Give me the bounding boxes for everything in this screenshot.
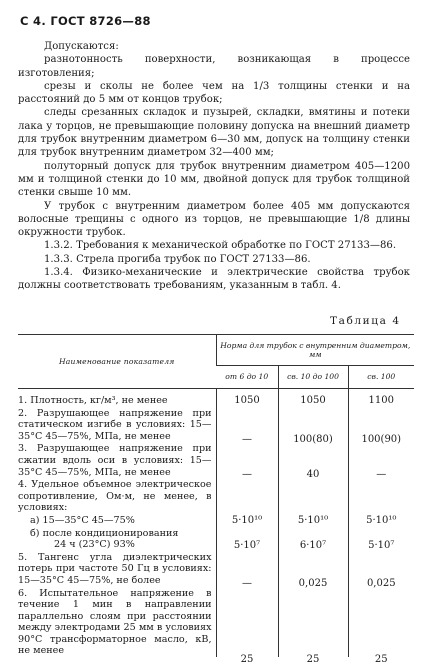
value-cell (216, 407, 278, 443)
norm-value: 1050 (279, 395, 348, 407)
paragraph: 1.3.4. Физико-механические и электрические свойства трубок должны соответствовать требованиям, указанным в табл. 4. (18, 266, 410, 293)
column-header-range-3: св. 100 (348, 366, 414, 389)
norm-value: 25 (279, 654, 348, 665)
paragraph: Допускаются: (18, 40, 410, 53)
paragraph: 1.3.2. Требования к механической обработке по ГОСТ 27133—86. (18, 239, 410, 252)
norm-value: 1050 (217, 395, 278, 407)
norm-value: 25 (217, 654, 278, 665)
column-header-group: Норма для трубок с внутренним диаметром, мм (216, 335, 414, 366)
value-cell (348, 551, 414, 587)
value-cell (348, 442, 414, 478)
table-row (18, 442, 414, 478)
value-cell (216, 551, 278, 587)
property-name-line: 2. Разрушающее напряжение при статическом изгибе в условиях: 15—35°С 45—75%, МПа, не менее (18, 408, 212, 443)
value-cell (278, 478, 348, 514)
column-header-range-2: св. 10 до 100 (278, 366, 348, 389)
property-name-line: 5. Тангенс угла диэлектрических потерь при частоте 50 Гц в условиях: 15—35°С 45—75%, не более (18, 552, 212, 587)
norm-value: 5·10⁷ (217, 540, 278, 552)
value-cell (216, 442, 278, 478)
value-cell (278, 587, 348, 658)
paragraph: У трубок с внутренним диаметром более 405 мм допускаются волосные трещины с одного из торцов, не превышающие 1/8 длины окружности трубок. (18, 200, 410, 240)
property-name-line: 4. Удельное объемное электрическое сопротивление, Ом·м, не менее, в условиях: (18, 479, 212, 514)
norm-value: 25 (349, 654, 415, 665)
value-cell (348, 389, 414, 407)
norm-value: — (217, 434, 278, 446)
column-header-range-1: от 6 до 10 (216, 366, 278, 389)
value-cell (278, 407, 348, 443)
norm-value: 1100 (349, 395, 415, 407)
value-cell (348, 407, 414, 443)
norm-value: 5·10¹⁰ (217, 515, 278, 527)
norm-value: 5·10⁷ (349, 540, 415, 552)
norm-value: 0,025 (279, 578, 348, 590)
norm-value: 5·10¹⁰ (279, 515, 348, 527)
norm-value: — (217, 578, 278, 590)
value-cell (216, 514, 278, 527)
property-name (18, 551, 216, 587)
value-cell (348, 514, 414, 527)
paragraph: 1.3.3. Стрела прогиба трубок по ГОСТ 27133—86. (18, 253, 410, 266)
table-row (18, 389, 414, 407)
table-row (18, 587, 414, 658)
property-name (18, 587, 216, 658)
value-cell (216, 389, 278, 407)
value-cell (278, 514, 348, 527)
table-row (18, 527, 414, 551)
norm-value: 100(90) (349, 434, 415, 446)
property-name (18, 527, 216, 551)
property-name-line: 24 ч (23°С) 93% (18, 539, 212, 551)
norm-value: 100(80) (279, 434, 348, 446)
table-row (18, 407, 414, 443)
page-header: С 4. ГОСТ 8726—88 (20, 14, 151, 28)
paragraph: следы срезанных складок и пузырей, складки, вмятины и потеки лака у торцов, не превышающие половину допуска на внешний диаметр для трубок внутренним диаметром 6—30 мм, допуск на толщину стенки для трубок внутренним диаметром 32—400 мм; (18, 106, 410, 159)
value-cell (216, 478, 278, 514)
value-cell (216, 587, 278, 658)
value-cell (278, 551, 348, 587)
paragraph: полуторный допуск для трубок внутренним диаметром 405—1200 мм и толщиной стенки до 10 мм, двойной допуск для трубок толщиной стенки свыше 10 мм. (18, 160, 410, 200)
property-name-line: 6. Испытательное напряжение в течение 1 мин в направлении параллельно слоям при расстоянии между электродами 25 мм в условиях 90°С трансформаторное масло, кВ, не менее (18, 588, 212, 658)
table-caption: Таблица 4 (330, 315, 401, 327)
value-cell (278, 527, 348, 551)
norm-value: — (349, 469, 415, 481)
property-name-line: 3. Разрушающее напряжение при сжатии вдоль оси в условиях: 15—35°С 45—75%, МПа, не менее (18, 443, 212, 478)
value-cell (348, 587, 414, 658)
value-cell (348, 527, 414, 551)
property-name (18, 389, 216, 407)
norm-value: 6·10⁷ (279, 540, 348, 552)
value-cell (348, 478, 414, 514)
norm-value: 5·10¹⁰ (349, 515, 415, 527)
value-cell (278, 389, 348, 407)
property-name (18, 514, 216, 527)
property-name (18, 407, 216, 443)
paragraph: разнотонность поверхности, возникающая в процессе изготовления; (18, 53, 410, 80)
property-name-line: б) после кондиционирования (18, 528, 212, 540)
property-name-line: 1. Плотность, кг/м³, не менее (18, 395, 212, 407)
table-row (18, 551, 414, 587)
paragraph: срезы и сколы не более чем на 1/3 толщины стенки и на расстояний до 5 мм от концов трубок; (18, 80, 410, 107)
property-name-line: а) 15—35°С 45—75% (18, 515, 212, 527)
table-row (18, 514, 414, 527)
body-text (18, 40, 410, 293)
property-name (18, 478, 216, 514)
properties-table (18, 334, 414, 657)
norm-value: — (217, 469, 278, 481)
value-cell (278, 442, 348, 478)
property-name (18, 442, 216, 478)
norm-value: 40 (279, 469, 348, 481)
column-header-name: Наименование показателя (18, 335, 216, 389)
norm-value: 0,025 (349, 578, 415, 590)
table-row (18, 478, 414, 514)
value-cell (216, 527, 278, 551)
